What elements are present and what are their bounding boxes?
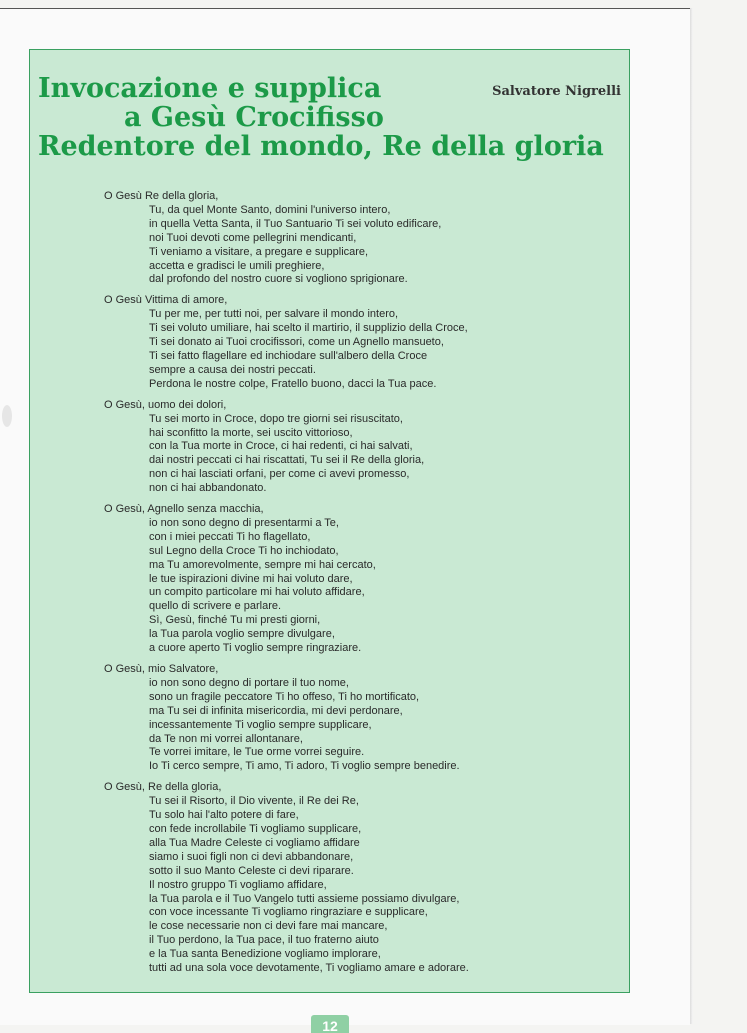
verse-line: Tu per me, per tutti noi, per salvare il mondo intero, [149,308,399,321]
verse-line: dal profondo del nostro cuore si vogliono sprigionare. [149,273,408,286]
verse-line: in quella Vetta Santa, il Tuo Santuario Ti sei voluto edificare, [149,217,442,230]
verse-line: Te vorrei imitare, le Tue orme vorrei seguire. [149,746,365,759]
verse-line: tutti ad una sola voce devotamente, Ti vogliamo amare e adorare. [149,962,469,975]
page-edge [690,8,693,1024]
stanza-invocation: O Gesù Vittima di amore, [104,294,228,307]
verse-line: ma Tu amorevolmente, sempre mi hai cercato, [149,558,376,571]
verse-line: Ti sei donato ai Tuoi crocifissori, come un Agnello mansueto, [149,336,444,349]
author-name: Salvatore Nigrelli [492,84,621,99]
stanza-invocation: O Gesù, Agnello senza macchia, [104,503,264,516]
verse-line: non ci hai abbandonato. [149,482,267,495]
document-page [0,8,690,1033]
verse-line: la Tua parola voglio sempre divulgare, [149,628,335,641]
verse-line: Ti sei fatto flagellare ed inchiodare sull'albero della Croce [149,349,428,362]
stanza [104,663,624,774]
verse-line: Tu, da quel Monte Santo, domini l'universo intero, [149,203,391,216]
verse-line: Tu sei il Risorto, il Dio vivente, il Re dei Re, [149,795,359,808]
stanza [104,399,624,496]
verse-line: Il nostro gruppo Ti vogliamo affidare, [149,878,327,891]
title-line-2: a Gesù Crocifisso [124,102,384,133]
verse-line: incessantemente Ti voglio sempre supplicare, [149,718,372,731]
verse-line: un compito particolare mi hai voluto affidare, [149,586,365,599]
verse-line: Tu solo hai l'alto potere di fare, [149,809,299,822]
verse-line: non ci hai lasciati orfani, per come ci avevi promesso, [149,468,410,481]
verse-line: siamo i suoi figli non ci devi abbandonare, [149,850,354,863]
verse-line: con la Tua morte in Croce, ci hai redenti, ci hai salvati, [149,440,413,453]
verse-line: Ti veniamo a visitare, a pregare e supplicare, [149,245,369,258]
scan-mark [2,405,12,427]
title-line-1: Invocazione e supplica [38,73,382,104]
verse-line: sul Legno della Croce Ti ho inchiodato, [149,544,339,557]
stanza-invocation: O Gesù Re della gloria, [104,190,219,202]
stanza [104,294,624,391]
verse-line: quello di scrivere e parlare. [149,600,282,613]
poem-panel [29,49,630,993]
stanza [104,503,624,656]
verse-line: il Tuo perdono, la Tua pace, il tuo fraterno aiuto [149,934,379,947]
page-number: 12 [311,1015,349,1033]
verse-line: Io Ti cerco sempre, Ti amo, Ti adoro, Ti voglio sempre benedire. [149,760,460,773]
verse-line: con voce incessante Ti vogliamo ringraziare e supplicare, [149,906,428,919]
verse-line: la Tua parola e il Tuo Vangelo tutti assieme possiamo divulgare, [149,892,460,905]
stanza-invocation: O Gesù, mio Salvatore, [104,663,219,675]
verse-line: e la Tua santa Benedizione vogliamo implorare, [149,948,381,961]
verse-line: alla Tua Madre Celeste ci vogliamo affidare [149,836,360,849]
verse-line: da Te non mi vorrei allontanare, [149,732,303,745]
verse-line: noi Tuoi devoti come pellegrini mendicanti, [149,231,357,244]
verse-line: Ti sei voluto umiliare, hai scelto il martirio, il supplizio della Croce, [149,322,468,335]
verse-line: Tu sei morto in Croce, dopo tre giorni sei risuscitato, [149,412,403,425]
stanza-invocation: O Gesù, Re della gloria, [104,781,222,794]
poem-body [104,190,624,983]
verse-line: sono un fragile peccatore Ti ho offeso, Ti ho mortificato, [149,690,420,703]
stanza [104,781,624,976]
verse-line: con fede incrollabile Ti vogliamo supplicare, [149,822,362,835]
verse-line: le tue ispirazioni divine mi hai voluto dare, [149,572,353,585]
verse-line: accetta e gradisci le umili preghiere, [149,259,325,272]
verse-line: sempre a causa dei nostri peccati. [149,363,316,376]
verse-line: sotto il suo Manto Celeste ci devi riparare. [149,864,354,877]
verse-line: le cose necessarie non ci devi fare mai mancare, [149,920,388,933]
verse-line: dai nostri peccati ci hai riscattati, Tu sei il Re della gloria, [149,454,425,467]
verse-line: Sì, Gesù, finché Tu mi presti giorni, [149,614,321,627]
stanza-invocation: O Gesù, uomo dei dolori, [104,398,227,411]
verse-line: con i miei peccati Ti ho flagellato, [149,530,311,543]
stanza [104,190,624,287]
verse-line: a cuore aperto Ti voglio sempre ringraziare. [149,642,362,655]
verse-line: io non sono degno di presentarmi a Te, [149,516,339,529]
verse-line: hai sconfitto la morte, sei uscito vittorioso, [149,426,353,439]
verse-line: Perdona le nostre colpe, Fratello buono, dacci la Tua pace. [149,377,437,390]
title-line-3: Redentore del mondo, Re della gloria [38,131,604,162]
verse-line: ma Tu sei di infinita misericordia, mi devi perdonare, [149,704,403,717]
verse-line: io non sono degno di portare il tuo nome, [149,676,349,689]
